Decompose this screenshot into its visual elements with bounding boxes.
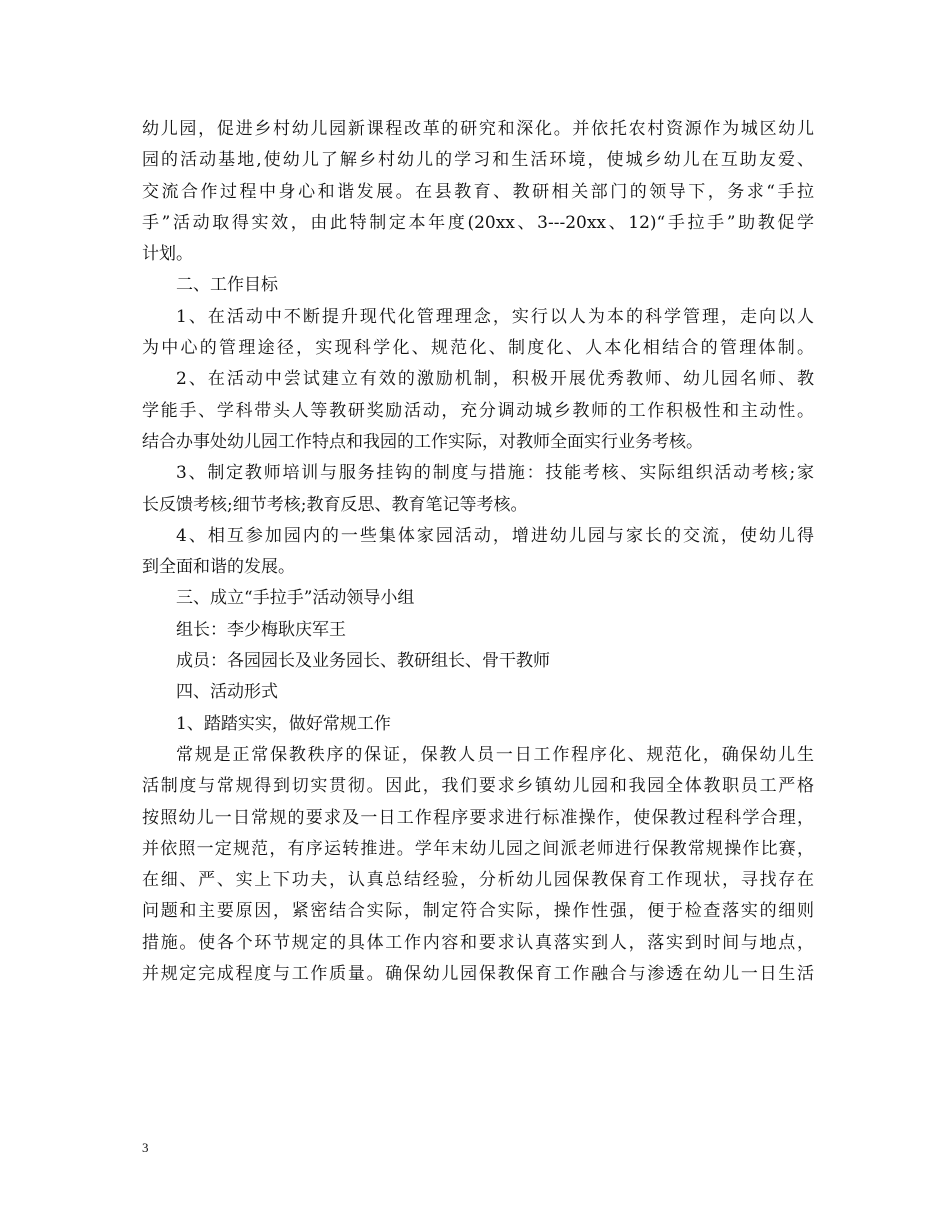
paragraph-line: 计划。 xyxy=(142,244,193,265)
paragraph-line: 常规是正常保教秩序的保证，保教人员一日工作程序化、规范化，确保幼儿生 xyxy=(176,744,814,765)
paragraph-line: 在细、严、实上下功夫，认真总结经验，分析幼儿园保教保育工作现状，寻找存在 xyxy=(142,870,814,891)
paragraph-line: 幼儿园，促进乡村幼儿园新课程改革的研究和深化。并依托农村资源作为城区幼儿 xyxy=(142,119,814,139)
paragraph-line: 3、制定教师培训与服务挂钩的制度与措施：技能考核、实际组织活动考核;家 xyxy=(176,463,814,484)
section-heading: 三、成立“手拉手”活动领导小组 xyxy=(176,588,415,609)
page-number: 3 xyxy=(142,1140,149,1155)
document-body xyxy=(142,114,814,990)
paragraph-line: 4、相互参加园内的一些集体家园活动，增进幼儿园与家长的交流，使幼儿得 xyxy=(176,525,814,546)
paragraph-line: 按照幼儿一日常规的要求及一日工作程序要求进行标准操作，使保教过程科学合理， xyxy=(142,807,814,828)
paragraph-line: 组长：李少梅耿庆军王 xyxy=(176,619,346,640)
paragraph-line: 园的活动基地,使幼儿了解乡村幼儿的学习和生活环境，使城乡幼儿在互助友爱、 xyxy=(142,150,814,171)
paragraph-line: 并依照一定规范，有序运转推进。学年末幼儿园之间派老师进行保教常规操作比赛， xyxy=(142,838,814,859)
paragraph-line: 措施。使各个环节规定的具体工作内容和要求认真落实到人，落实到时间与地点， xyxy=(142,932,814,953)
section-heading: 四、活动形式 xyxy=(176,682,278,703)
paragraph-line: 1、在活动中不断提升现代化管理理念，实行以人为本的科学管理，走向以人 xyxy=(176,306,814,327)
paragraph-line: 结合办事处幼儿园工作特点和我园的工作实际，对教师全面实行业务考核。 xyxy=(142,431,703,452)
paragraph-line: 2、在活动中尝试建立有效的激励机制，积极开展优秀教师、幼儿园名师、教 xyxy=(176,369,814,390)
paragraph-line: 交流合作过程中身心和谐发展。在县教育、教研相关部门的领导下，务求“手拉 xyxy=(142,181,814,202)
paragraph-line: 长反馈考核;细节考核;教育反思、教育笔记等考核。 xyxy=(142,494,528,515)
paragraph-line: 学能手、学科带头人等教研奖励活动，充分调动城乡教师的工作积极性和主动性。 xyxy=(142,400,814,421)
paragraph-line: 成员：各园园长及业务园长、教研组长、骨干教师 xyxy=(176,651,550,672)
paragraph-line: 并规定完成程度与工作质量。确保幼儿园保教保育工作融合与渗透在幼儿一日生活 xyxy=(142,964,814,985)
paragraph-line: 到全面和谐的发展。 xyxy=(142,557,295,578)
paragraph-line: 为中心的管理途径，实现科学化、规范化、制度化、人本化相结合的管理体制。 xyxy=(142,338,814,359)
paragraph-line: 手”活动取得实效，由此特制定本年度(20xx、3---20xx、12)“手拉手”助教促学 xyxy=(142,212,814,233)
section-heading: 二、工作目标 xyxy=(176,275,278,296)
paragraph-line: 活制度与常规得到切实贯彻。因此，我们要求乡镇幼儿园和我园全体教职员工严格 xyxy=(142,776,814,797)
paragraph-line: 问题和主要原因，紧密结合实际，制定符合实际，操作性强，便于检查落实的细则 xyxy=(142,901,814,922)
subsection-heading: 1、踏踏实实，做好常规工作 xyxy=(176,713,391,734)
